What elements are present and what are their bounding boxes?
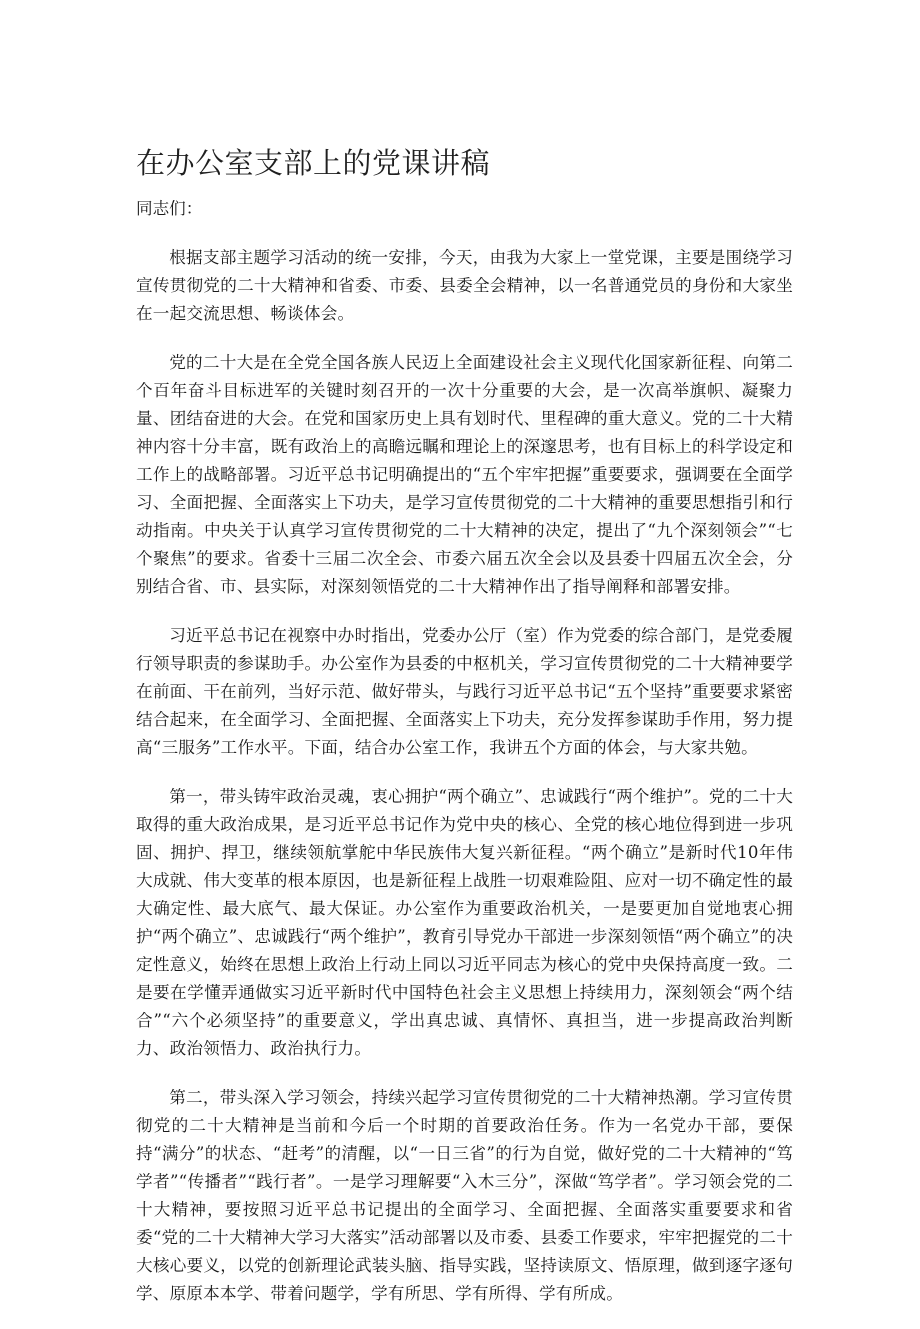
paragraph-congress-significance: 党的二十大是在全党全国各族人民迈上全面建设社会主义现代化国家新征程、向第二个百年奋斗目标进军的关键时刻召开的一次十分重要的大会，是一次高举旗帜、凝聚力量、团结奋进的大会。在党和国家历史上具有划时代、里程碑的重大意义。党的二十大精神内容十分丰富，既有政治上的高瞻远瞩和理论上的深邃思考，也有目标上的科学设定和工作上的战略部署。习近平总书记明确提出的“五个牢牢把握”重要要求，强调要在全面学习、全面把握、全面落实上下功夫，是学习宣传贯彻党的二十大精神的重要思想指引和行动指南。中央关于认真学习宣传贯彻党的二十大精神的决定，提出了“九个深刻领会”“七个聚焦”的要求。省委十三届二次全会、市委六届五次全会以及县委十四届五次全会，分别结合省、市、县实际，对深刻领悟党的二十大精神作出了指导阐释和部署安排。: [136, 353, 793, 596]
document-title: 在办公室支部上的党课讲稿: [136, 146, 491, 180]
paragraph-point-two: 第二，带头深入学习领会，持续兴起学习宣传贯彻党的二十大精神热潮。学习宣传贯彻党的二十大精神是当前和今后一个时期的首要政治任务。作为一名党办干部，要保持“满分”的状态、“赶考”的清醒，以“一日三省”的行为自觉，做好党的二十大精神的“笃学者”“传播者”“践行者”。一是学习理解要“入木三分”，深做“笃学者”。学习领会党的二十大精神，要按照习近平总书记提出的全面学习、全面把握、全面落实重要要求和省委“党的二十大精神大学习大落实”活动部署以及市委、县委工作要求，牢牢把握党的二十大核心要义，以党的创新理论武装头脑、指导实践，坚持读原文、悟原理，做到逐字逐句学、原原本本学、带着问题学，学有所思、学有所得、学有所成。: [136, 1088, 793, 1303]
salutation: 同志们：: [136, 199, 203, 218]
paragraph-point-one: 第一，带头铸牢政治灵魂，衷心拥护“两个确立”、忠诚践行“两个维护”。党的二十大取得的重大政治成果，是习近平总书记作为党中央的核心、全党的核心地位得到进一步巩固、拥护、捍卫，继续领航掌舵中华民族伟大复兴新征程。“两个确立”是新时代10年伟大成就、伟大变革的根本原因，也是新征程上战胜一切艰难险阻、应对一切不确定性的最大确定性、最大底气、最大保证。办公室作为重要政治机关，一是要更加自觉地衷心拥护“两个确立”、忠诚践行“两个维护”，教育引导党办干部进一步深刻领悟“两个确立”的决定性意义，始终在思想上政治上行动上同以习近平同志为核心的党中央保持高度一致。二是要在学懂弄通做实习近平新时代中国特色社会主义思想上持续用力，深刻领会“两个结合”“六个必须坚持”的重要意义，学出真忠诚、真情怀、真担当，进一步提高政治判断力、政治领悟力、政治执行力。: [136, 787, 793, 1058]
paragraph-office-role: 习近平总书记在视察中办时指出，党委办公厅（室）作为党委的综合部门，是党委履行领导职责的参谋助手。办公室作为县委的中枢机关，学习宣传贯彻党的二十大精神要学在前面、干在前列，当好示范、做好带头，与践行习近平总书记“五个坚持”重要要求紧密结合起来，在全面学习、全面把握、全面落实上下功夫，充分发挥参谋助手作用，努力提高“三服务”工作水平。下面，结合办公室工作，我讲五个方面的体会，与大家共勉。: [136, 626, 793, 757]
paragraph-intro: 根据支部主题学习活动的统一安排，今天，由我为大家上一堂党课，主要是围绕学习宣传贯彻党的二十大精神和省委、市委、县委全会精神，以一名普通党员的身份和大家坐在一起交流思想、畅谈体会。: [136, 248, 793, 323]
document-page: [136, 138, 793, 1329]
